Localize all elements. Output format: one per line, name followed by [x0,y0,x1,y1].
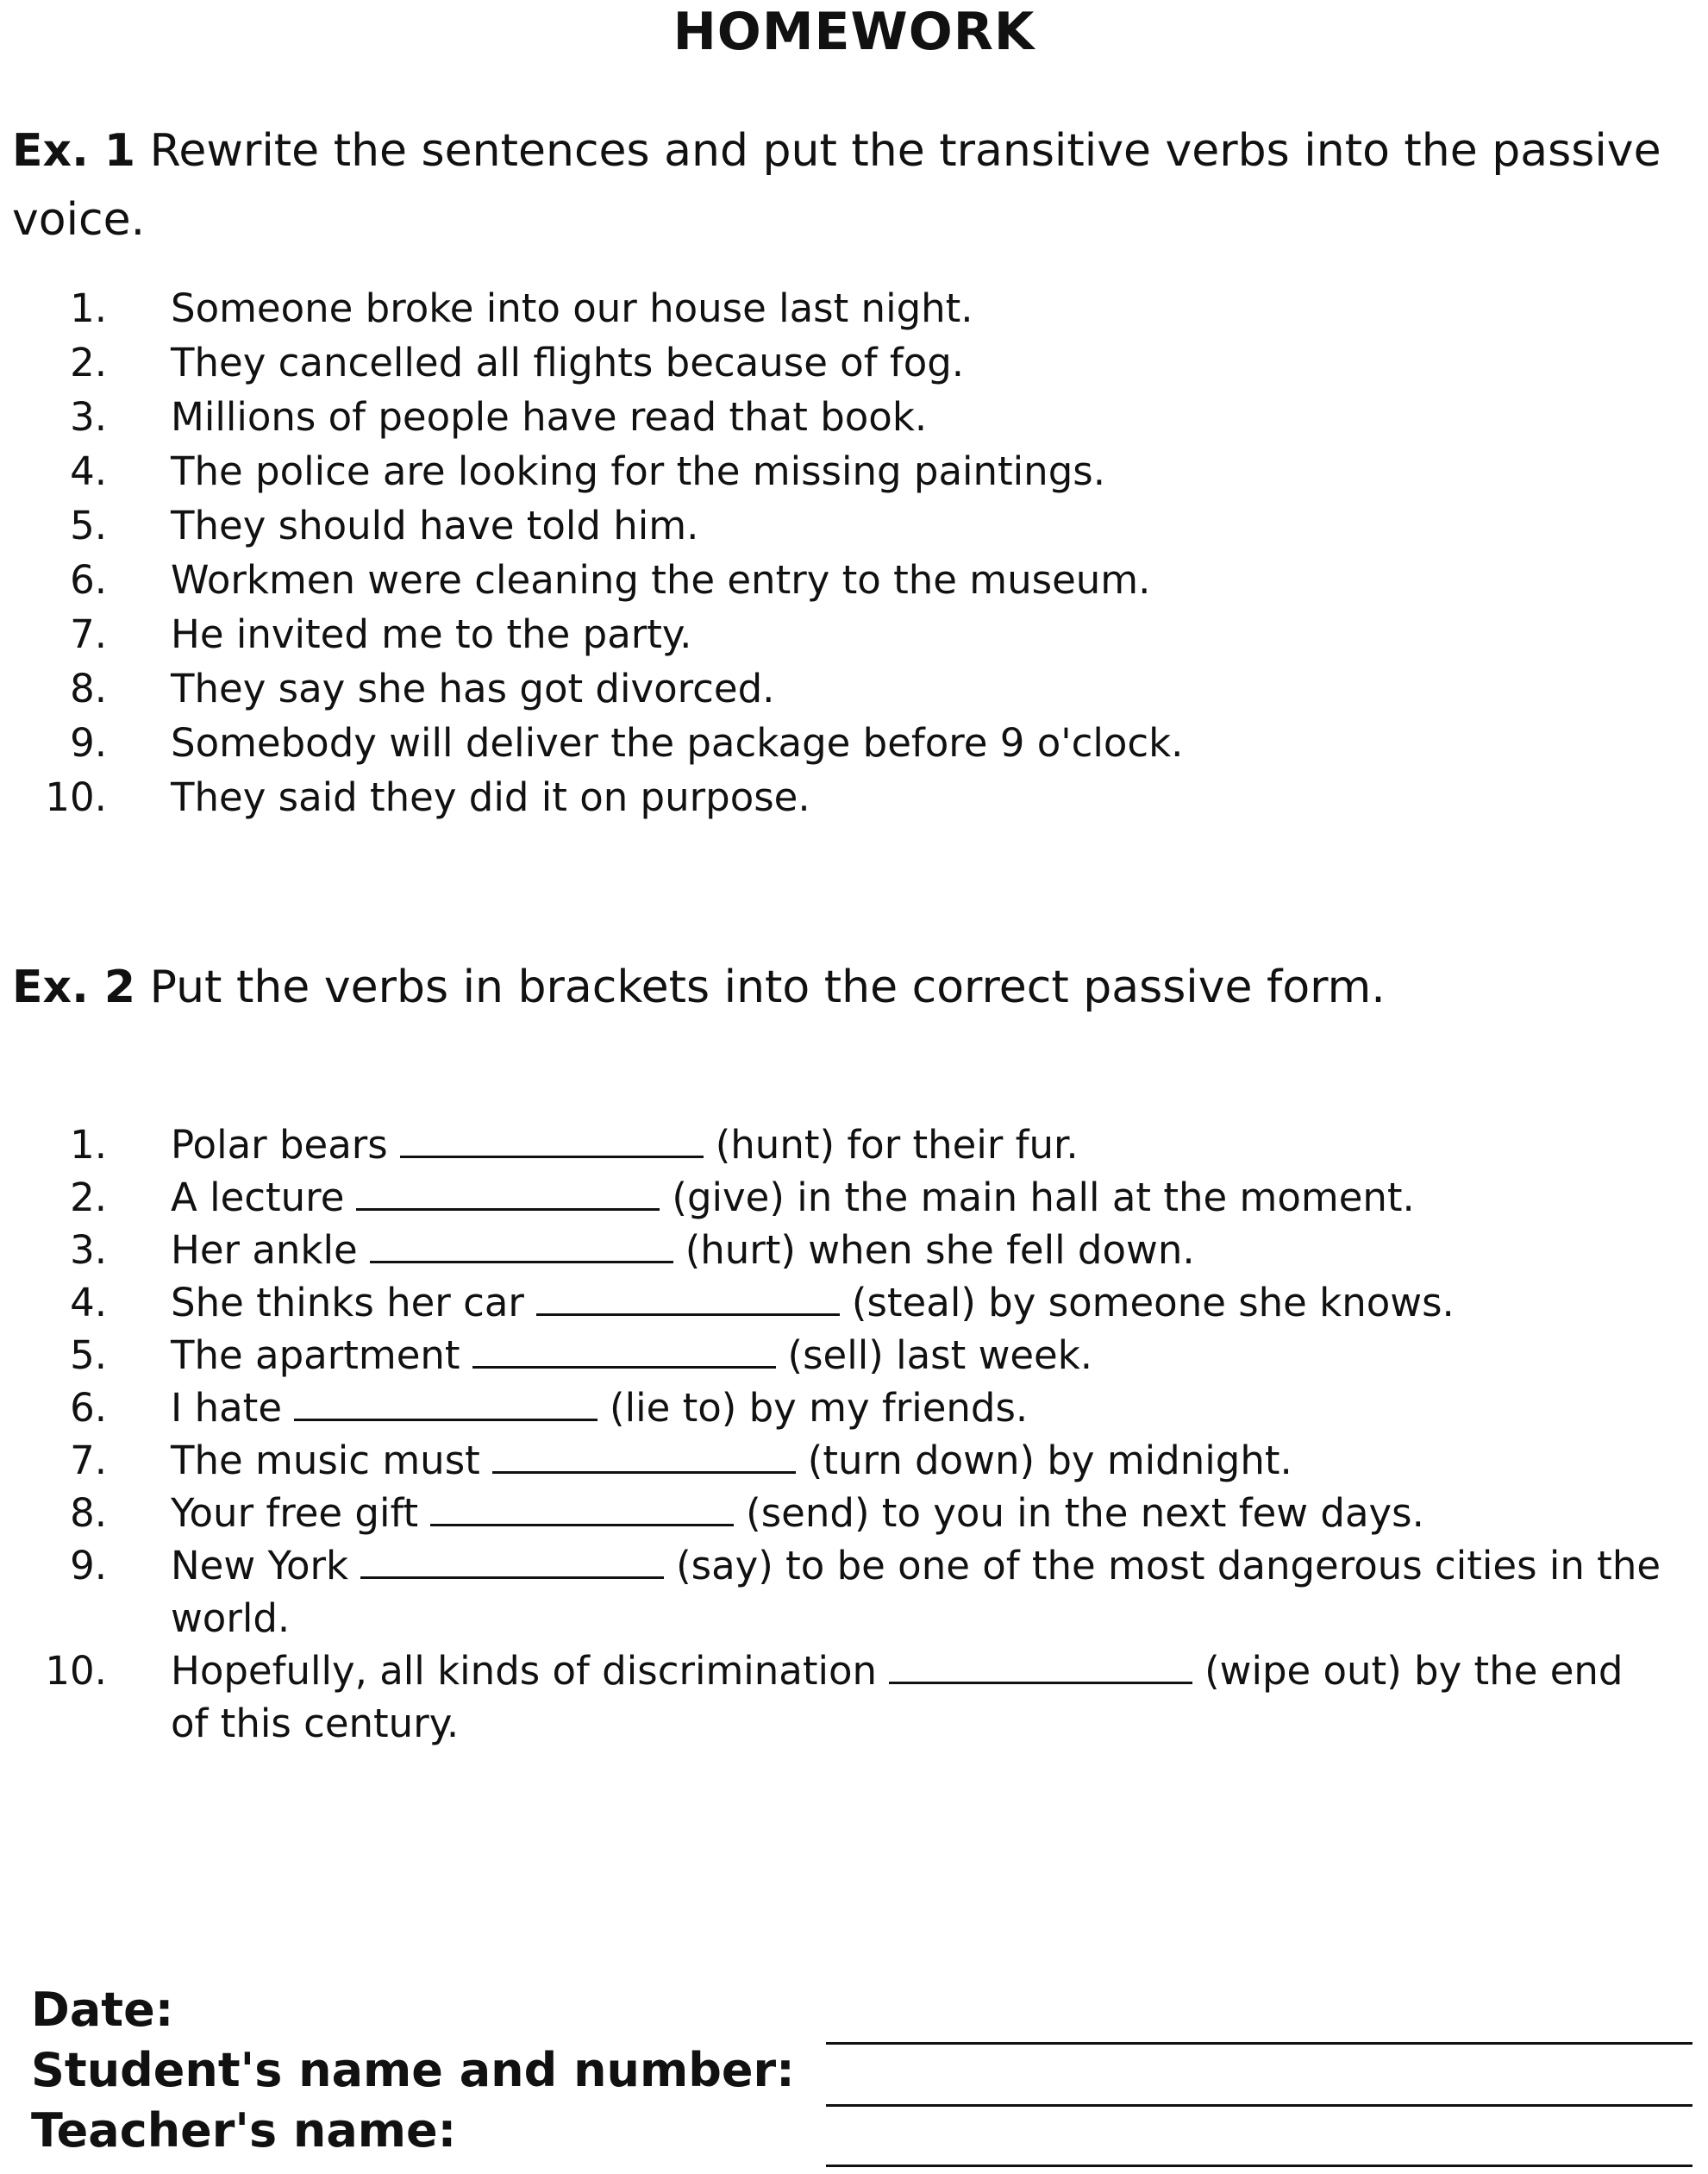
item-text-after: (steal) by someone she knows. [851,1280,1455,1325]
exercise-2-instruction-text: Put the verbs in brackets into the correct passive form. [149,962,1386,1013]
item-number: 3. [70,1227,107,1273]
list-item [0,281,1708,335]
item-number: 4. [70,448,107,494]
item-text [171,1171,1671,1224]
answer-blank[interactable] [294,1384,597,1421]
exercise-1-instruction-text: Rewrite the sentences and put the transitive verbs into the passive voice. [12,125,1661,246]
item-number: 5. [70,1332,107,1378]
item-number: 9. [70,720,107,766]
page-title: HOMEWORK [673,2,1035,62]
student-name-label: Student's name and number: [31,2043,795,2097]
list-item [0,607,1708,661]
exercise-2-instruction [12,953,1676,1022]
item-text-after: (sell) last week. [787,1332,1093,1378]
answer-blank[interactable] [356,1174,660,1211]
answer-blank[interactable] [370,1226,673,1263]
item-number: 5. [70,503,107,548]
item-text-after: (turn down) by midnight. [807,1438,1292,1483]
item-number: 6. [70,557,107,603]
answer-blank[interactable] [430,1489,734,1526]
item-text: The police are looking for the missing paintings. [171,448,1106,494]
exercise-1-label: Ex. 1 [12,125,136,177]
teacher-name-line[interactable] [826,2165,1692,2167]
item-text [171,1118,1671,1171]
list-item [0,1487,1708,1539]
teacher-name-label: Teacher's name: [31,2103,457,2158]
item-number: 8. [70,1490,107,1536]
answer-blank[interactable] [536,1279,840,1316]
item-text-before: Polar bears [171,1122,388,1168]
list-item [0,770,1708,824]
item-text [171,1276,1671,1329]
item-number: 9. [70,1543,107,1588]
list-item [0,1118,1708,1171]
item-text-before: Hopefully, all kinds of discrimination [171,1648,878,1694]
item-number: 2. [70,1175,107,1220]
item-text [171,1539,1671,1645]
item-text-after: (send) to you in the next few days. [746,1490,1424,1536]
list-item [0,1381,1708,1434]
answer-blank[interactable] [492,1437,796,1474]
item-number: 4. [70,1280,107,1325]
item-text-after: (wipe out) by the end of this century. [171,1648,1624,1746]
item-text-before: New York [171,1543,349,1588]
footer-labels [31,1980,795,2161]
list-item [0,661,1708,716]
student-name-line[interactable] [826,2104,1692,2107]
item-number: 7. [70,1438,107,1483]
list-item [0,390,1708,444]
item-number: 6. [70,1385,107,1431]
answer-blank[interactable] [400,1121,704,1158]
answer-blank[interactable] [889,1647,1192,1684]
item-text-before: The music must [171,1438,480,1483]
item-text: They should have told him. [171,503,699,548]
item-text: He invited me to the party. [171,611,692,657]
date-line[interactable] [826,2042,1692,2045]
answer-blank[interactable] [360,1542,664,1579]
exercise-2-label: Ex. 2 [12,962,136,1013]
list-item [0,1171,1708,1224]
list-item [0,335,1708,390]
item-text: They said they did it on purpose. [171,774,810,820]
item-text-after: (hunt) for their fur. [715,1122,1079,1168]
item-text: They cancelled all flights because of fog. [171,340,965,385]
item-text-after: (say) to be one of the most dangerous cities in the world. [171,1543,1661,1641]
list-item [0,444,1708,498]
item-text [171,1434,1671,1487]
item-text-after: (hurt) when she fell down. [685,1227,1195,1273]
item-text-after: (give) in the main hall at the moment. [672,1175,1415,1220]
item-text-before: I hate [171,1385,283,1431]
item-text [171,1487,1671,1539]
list-item [0,1224,1708,1276]
item-text: Someone broke into our house last night. [171,285,973,331]
list-item [0,1329,1708,1381]
item-number: 1. [70,285,107,331]
item-number: 10. [45,774,107,820]
list-item [0,1434,1708,1487]
list-item [0,1276,1708,1329]
item-text: They say she has got divorced. [171,666,775,711]
item-number: 7. [70,611,107,657]
list-item [0,553,1708,607]
item-number: 2. [70,340,107,385]
exercise-2-list [0,1118,1708,1750]
item-text [171,1645,1671,1750]
item-text [171,1224,1671,1276]
list-item [0,498,1708,553]
answer-blank[interactable] [472,1331,776,1369]
list-item [0,1539,1708,1645]
item-number: 10. [45,1648,107,1694]
item-text-before: A lecture [171,1175,345,1220]
item-text [171,1329,1671,1381]
exercise-1-list [0,281,1708,824]
item-text-before: She thinks her car [171,1280,524,1325]
item-text-before: Her ankle [171,1227,358,1273]
list-item [0,1645,1708,1750]
item-number: 1. [70,1122,107,1168]
item-number: 8. [70,666,107,711]
list-item [0,716,1708,770]
item-text-after: (lie to) by my friends. [610,1385,1029,1431]
item-text: Workmen were cleaning the entry to the museum. [171,557,1151,603]
date-label: Date: [31,1983,174,2037]
item-text-before: Your free gift [171,1490,419,1536]
item-text: Millions of people have read that book. [171,394,928,440]
item-text [171,1381,1671,1434]
item-text-before: The apartment [171,1332,460,1378]
item-text: Somebody will deliver the package before 9 o'clock. [171,720,1184,766]
exercise-1-instruction [12,116,1676,254]
item-number: 3. [70,394,107,440]
